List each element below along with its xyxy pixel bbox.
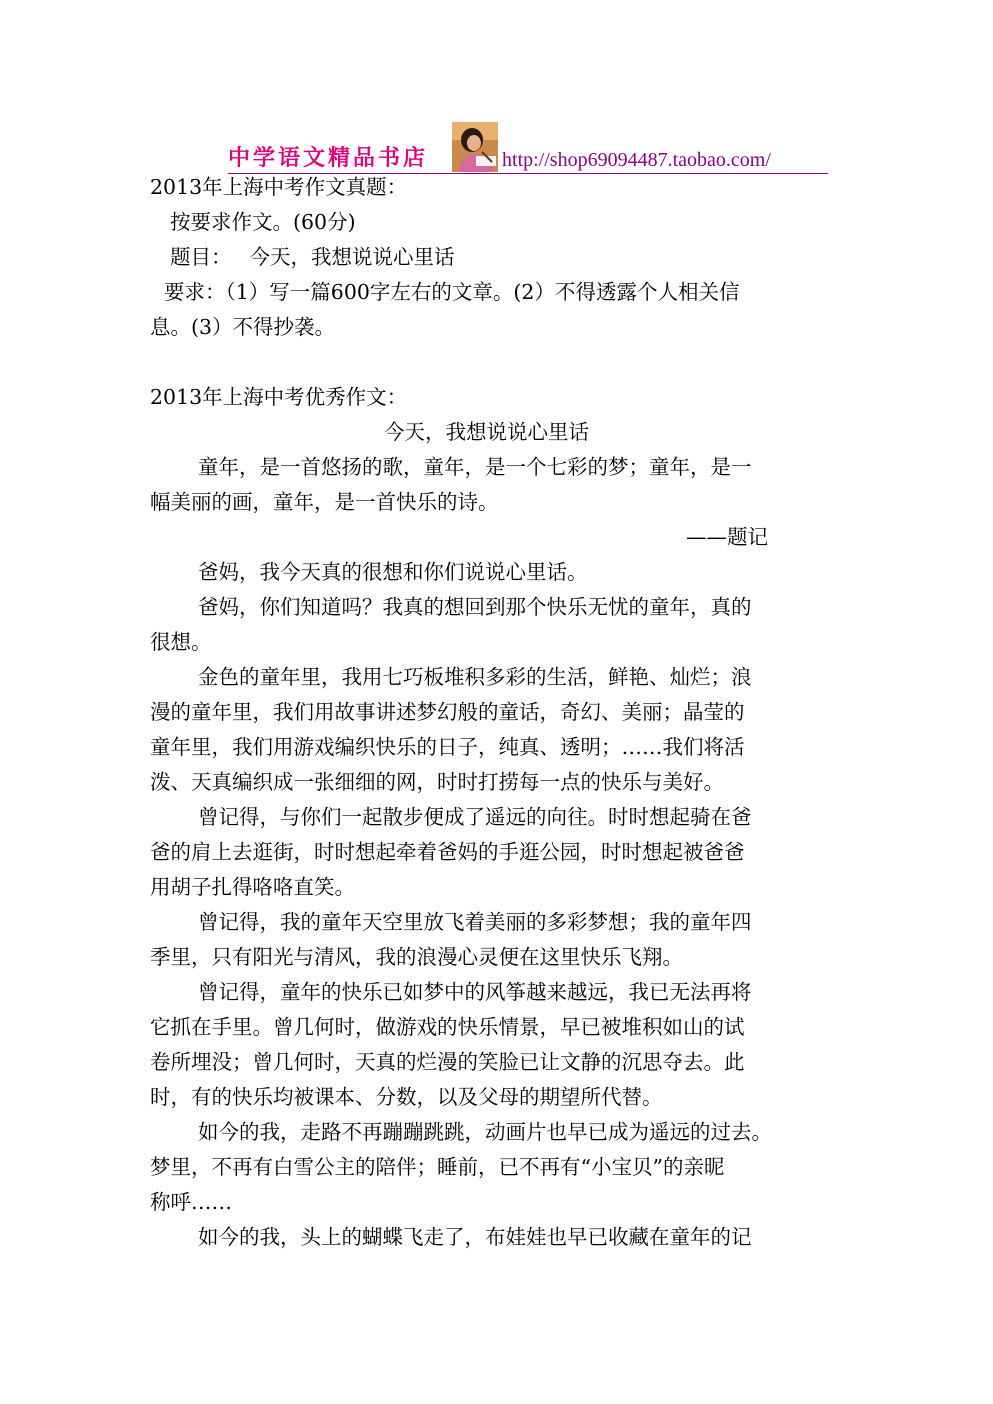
- shop-url-link[interactable]: http://shop69094487.taobao.com/: [502, 149, 771, 171]
- essay-line: 童年里，我们用游戏编织快乐的日子，纯真、透明；……我们将活: [150, 735, 745, 759]
- essay-line: 金色的童年里，我用七巧板堆积多彩的生活，鲜艳、灿烂；浪: [198, 665, 752, 689]
- exam-instruction: 按要求作文。(60分): [170, 210, 356, 234]
- exam-requirements-line-1: 要求：（1）写一篇600字左右的文章。(2）不得透露个人相关信: [164, 280, 740, 304]
- essay-line: 季里，只有阳光与清风，我的浪漫心灵便在这里快乐飞翔。: [150, 945, 683, 969]
- essay-line: 它抓在手里。曾几何时，做游戏的快乐情景，早已被堆积如山的试: [150, 1015, 745, 1039]
- exam-requirements-line-2: 息。(3）不得抄袭。: [150, 315, 336, 339]
- document-body: [150, 170, 840, 1255]
- essay-line: 称呼……: [150, 1190, 232, 1214]
- essay-line: 曾记得，童年的快乐已如梦中的风筝越来越远，我已无法再将: [198, 980, 752, 1004]
- essay-line: 卷所埋没；曾几何时，天真的烂漫的笑脸已让文静的沉思夺去。此: [150, 1050, 745, 1074]
- topic-label: 题目：: [170, 245, 232, 269]
- essay-inscription: ——题记: [686, 525, 768, 549]
- essay-heading: 2013年上海中考优秀作文：: [150, 385, 408, 409]
- essay-line: 很想。: [150, 630, 212, 654]
- store-avatar-photo: [452, 122, 498, 172]
- essay-line: 用胡子扎得咯咯直笑。: [150, 875, 355, 899]
- essay-line: 曾记得，我的童年天空里放飞着美丽的多彩梦想；我的童年四: [198, 910, 752, 934]
- topic-text: 今天，我想说说心里话: [249, 245, 455, 269]
- blank-line: [150, 345, 840, 380]
- essay-line: 爸的肩上去逛街，时时想起牵着爸妈的手逛公园，时时想起被爸爸: [150, 840, 745, 864]
- essay-line: 曾记得，与你们一起散步便成了遥远的向往。时时想起骑在爸: [198, 805, 752, 829]
- exam-topic: [150, 240, 840, 275]
- exam-heading: 2013年上海中考作文真题：: [150, 175, 408, 199]
- essay-line: 梦里，不再有白雪公主的陪伴；睡前，已不再有“小宝贝”的亲昵: [150, 1155, 725, 1179]
- essay-line: 时，有的快乐均被课本、分数，以及父母的期望所代替。: [150, 1085, 663, 1109]
- essay-line: 幅美丽的画，童年，是一首快乐的诗。: [150, 490, 499, 514]
- essay-line: 如今的我，头上的蝴蝶飞走了，布娃娃也早已收藏在童年的记: [198, 1225, 752, 1249]
- store-name: 中学语文精品书店: [228, 146, 429, 171]
- essay-line: 爸妈，我今天真的很想和你们说说心里话。: [198, 560, 588, 584]
- essay-line: 爸妈，你们知道吗？我真的想回到那个快乐无忧的童年，真的: [198, 595, 752, 619]
- essay-title: 今天，我想说说心里话: [384, 420, 589, 444]
- essay-line: 泼、天真编织成一张细细的网，时时打捞每一点的快乐与美好。: [150, 770, 724, 794]
- essay-line: 童年，是一首悠扬的歌，童年，是一个七彩的梦；童年，是一: [198, 455, 752, 479]
- store-header: [228, 118, 828, 174]
- essay-line: 漫的童年里，我们用故事讲述梦幻般的童话，奇幻、美丽；晶莹的: [150, 700, 745, 724]
- essay-line: 如今的我，走路不再蹦蹦跳跳，动画片也早已成为遥远的过去。: [198, 1120, 772, 1144]
